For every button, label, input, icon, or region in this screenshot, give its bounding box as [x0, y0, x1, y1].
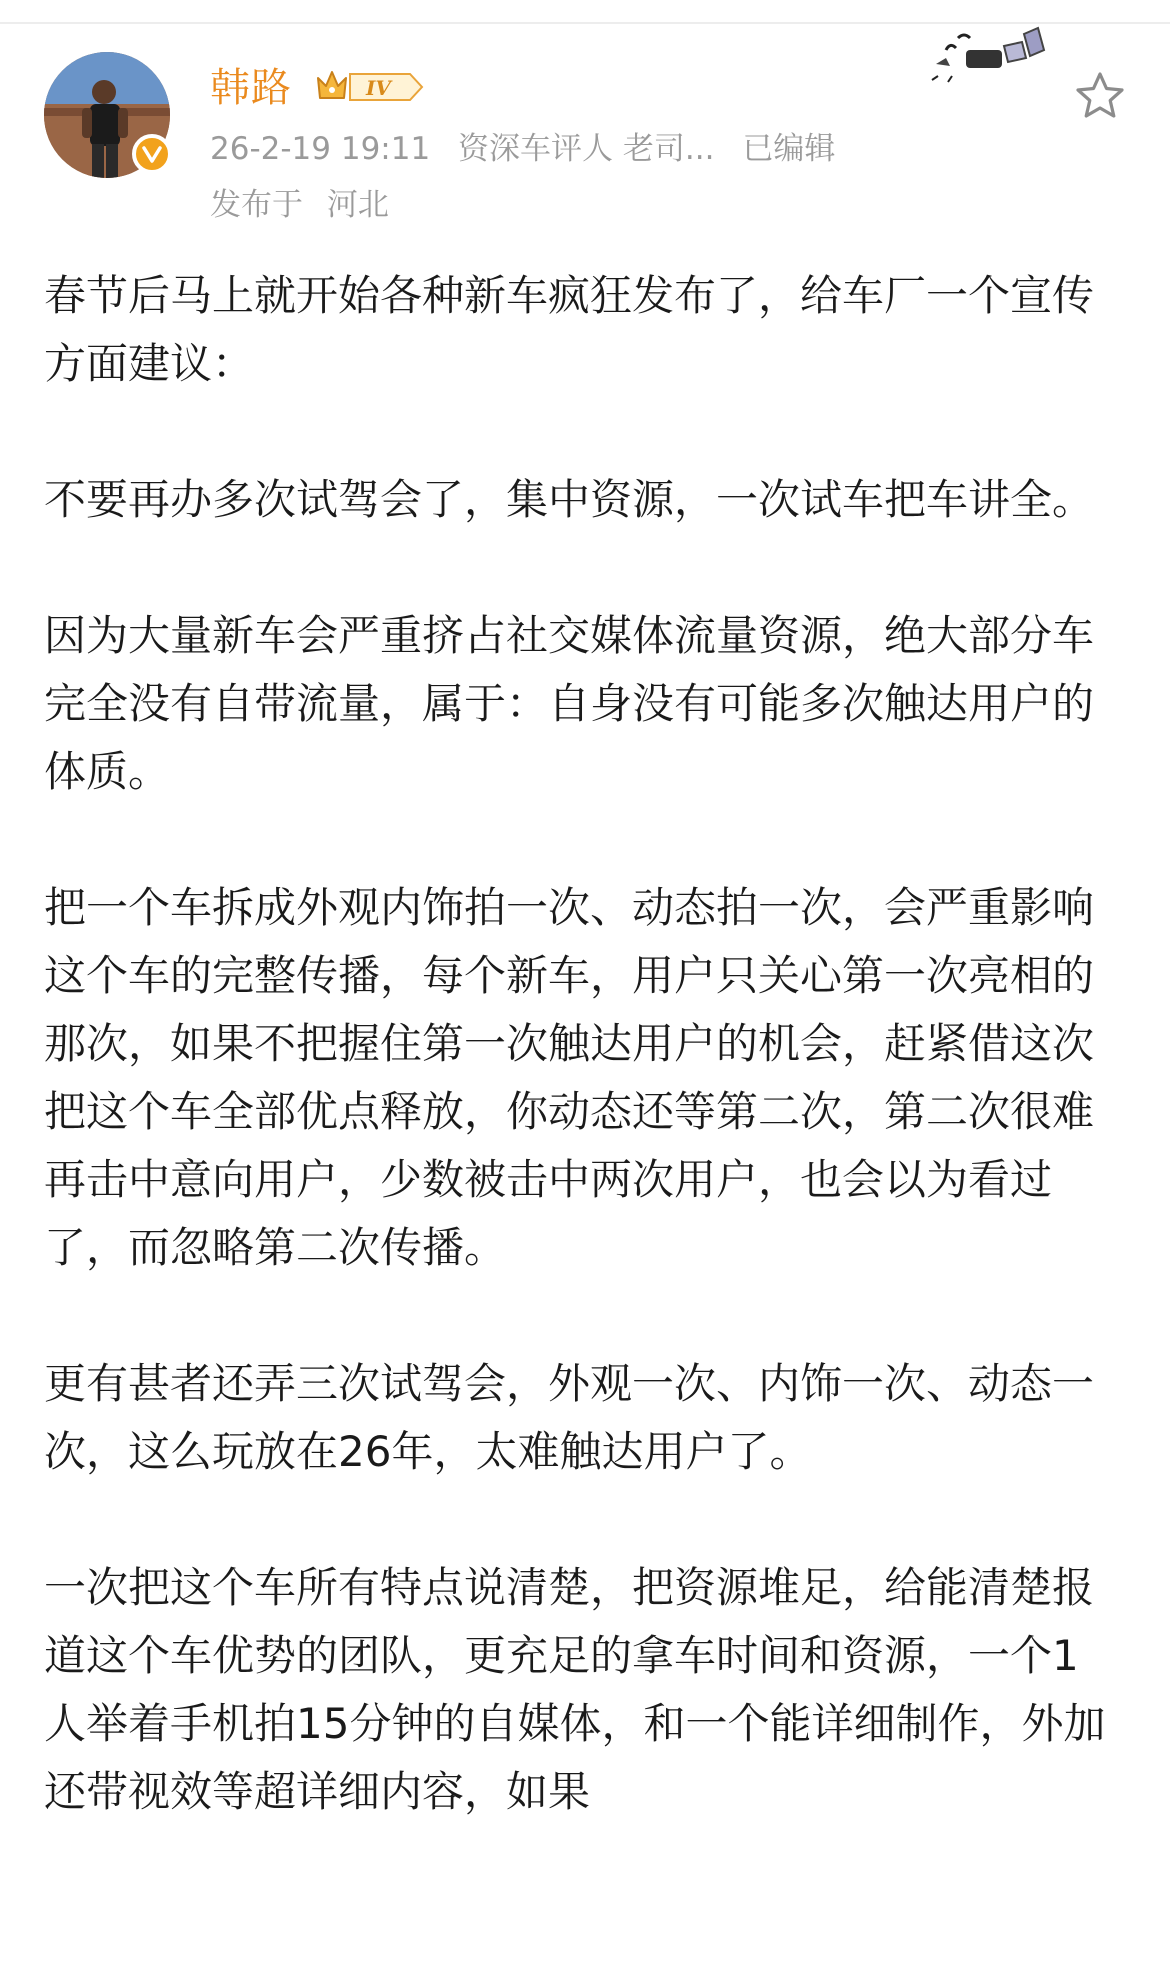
verified-v-icon — [132, 134, 172, 174]
post-paragraph: 把一个车拆成外观内饰拍一次、动态拍一次，会严重影响这个车的完整传播，每个新车，用户只关心第一次亮相的那次，如果不把握住第一次触达用户的机会，赶紧借这次把这个车全部优点释放，你动态还等第二次，第二次很难再击中意向用户，少数被击中两次用户，也会以为看过了，而忽略第二次传播。 — [44, 883, 1095, 1272]
sticker-decoration — [928, 20, 1058, 90]
post-content — [44, 262, 1114, 1894]
favorite-button[interactable] — [1072, 68, 1128, 124]
username[interactable]: 韩路 — [210, 65, 292, 111]
post-paragraph: 一次把这个车所有特点说清楚，把资源堆足，给能清楚报道这个车优势的团队，更充足的拿车时间和资源，一个1人举着手机拍15分钟的自媒体，和一个能详细制作，外加还带视效等超详细内容，如果 — [44, 1563, 1106, 1816]
user-title[interactable]: 资深车评人 老司... — [458, 131, 715, 167]
star-outline-icon — [1072, 68, 1128, 124]
post-paragraph: 春节后马上就开始各种新车疯狂发布了，给车厂一个宣传方面建议： — [44, 271, 1095, 388]
vip-level-text: IV — [366, 76, 391, 100]
post-location — [210, 182, 389, 228]
watermark-fade — [1064, 1930, 1170, 1987]
post-paragraph: 更有甚者还弄三次试驾会，外观一次、内饰一次、动态一次，这么玩放在26年，太难触达用户了。 — [44, 1359, 1095, 1476]
vip-level-badge[interactable] — [310, 64, 428, 110]
post-meta — [210, 126, 835, 172]
user-avatar-container[interactable] — [44, 52, 170, 178]
location-value: 河北 — [326, 187, 389, 223]
edited-label[interactable]: 已编辑 — [742, 131, 836, 167]
post-paragraph: 因为大量新车会严重挤占社交媒体流量资源，绝大部分车完全没有自带流量，属于：自身没有可能多次触达用户的体质。 — [44, 611, 1095, 796]
post-timestamp: 26-2-19 19:11 — [210, 131, 431, 167]
post-paragraph: 不要再办多次试驾会了，集中资源，一次试车把车讲全。 — [44, 475, 1095, 524]
location-prefix: 发布于 — [210, 187, 303, 223]
